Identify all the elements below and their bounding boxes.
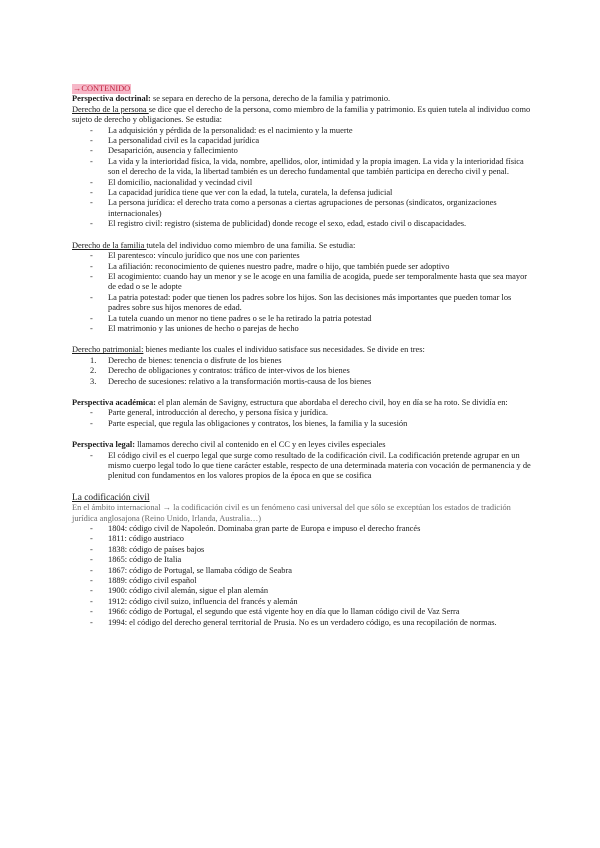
list-item: - 1889: código civil español [90, 576, 532, 586]
list-item: - 1804: código civil de Napoleón. Dominaba gran parte de Europa e impuso el derecho francés [90, 524, 532, 534]
list-item: - 1912: código civil suizo, influencia del francés y alemán [90, 597, 532, 607]
list-item: - El código civil es el cuerpo legal que surge como resultado de la codificación civil. La codificación pretende agrupar en un mismo cuerpo legal todo lo que tiene carácter estable, respecto de una determinada materia con vocación de permanencia y de plenitud con fundamentos en los valores propios de la época en que se cosifica [90, 451, 532, 482]
familia-list [72, 251, 532, 334]
legal-title: Perspectiva legal: [72, 440, 136, 450]
patrimonial-list [72, 356, 532, 387]
list-item: - La adquisición y pérdida de la personalidad: es el nacimiento y la muerte [90, 126, 532, 136]
doctrinal-paragraph [72, 94, 532, 104]
persona-list [72, 126, 532, 230]
academica-title: Perspectiva académica: [72, 397, 156, 407]
codificacion-intro: En el ámbito internacional → la codificación civil es un fenómeno casi universal del que sólo se exceptúan los estados de tradición jurídica anglosajona (Reino Unido, Irlanda, Australia…) [72, 503, 511, 523]
legal-paragraph [72, 440, 532, 450]
list-item: - 1811: código austriaco [90, 534, 532, 544]
academica-list [72, 408, 532, 429]
document-page [72, 84, 532, 628]
list-item: - 1865: código de Italia [90, 555, 532, 565]
list-item: - El parentesco: vínculo jurídico que nos une con parientes [90, 251, 532, 261]
list-item: - Desaparición, ausencia y fallecimiento [90, 146, 532, 156]
patrimonial-paragraph [72, 345, 532, 355]
familia-title: Derecho de la familia [72, 240, 147, 250]
list-item: - La capacidad jurídica tiene que ver con la edad, la tutela, curatela, la defensa judicial [90, 188, 532, 198]
list-item: - La patria potestad: poder que tienen los padres sobre los hijos. Son las decisiones más importantes que pueden tomar los padres sobre sus hijos menores de edad. [90, 293, 532, 314]
legal-list [72, 451, 532, 482]
list-item: - 1994: el código del derecho general territorial de Prusia. No es un verdadero código, es una recopilación de normas. [90, 618, 532, 628]
list-item: - Parte especial, que regula las obligaciones y contratos, los bienes, la familia y la sucesión [90, 419, 532, 429]
list-item: - El registro civil: registro (sistema de publicidad) donde recoge el sexo, edad, estado civil o discapacidades. [90, 219, 532, 229]
doctrinal-title: Perspectiva doctrinal: [72, 94, 151, 104]
codificacion-list [72, 524, 532, 628]
persona-paragraph [72, 105, 532, 126]
list-item: 1. Derecho de bienes: tenencia o disfrute de los bienes [90, 355, 282, 365]
list-item: - 1838: código de países bajos [90, 545, 532, 555]
list-item: 3. Derecho de sucesiones: relativo a la transformación mortis-causa de los bienes [90, 376, 372, 386]
academica-paragraph [72, 398, 532, 408]
legal-text: llamamos derecho civil al contenido en el CC y en leyes civiles especiales [135, 440, 386, 450]
list-item: - El acogimiento: cuando hay un menor y se le acoge en una familia de acogida, puede ser temporalmente hasta que sea mayor de edad o se le adopte [90, 272, 532, 293]
list-item: - 1966: código de Portugal, el segundo que está vigente hoy en día que lo llaman código civil de Vaz Serra [90, 607, 532, 617]
doctrinal-text: se separa en derecho de la persona, derecho de la familia y patrimonio. [150, 94, 391, 104]
list-item: - La personalidad civil es la capacidad jurídica [90, 136, 532, 146]
list-item: - La persona jurídica: el derecho trata como a personas a ciertas agrupaciones de personas (sindicatos, organizaciones internacionales) [90, 198, 532, 219]
patrimonial-text: bienes mediante los cuales el individuo satisface sus necesidades. Se divide en tres: [143, 345, 425, 355]
academica-text: el plan alemán de Savigny, estructura que abordaba el derecho civil, hoy en día se ha roto. Se dividía en: [155, 397, 508, 407]
familia-paragraph [72, 241, 532, 251]
list-item: - La tutela cuando un menor no tiene padres o se le ha retirado la patria potestad [90, 314, 532, 324]
persona-title: Derecho de la persona [72, 104, 149, 114]
list-item: - La afiliación: reconocimiento de quienes nuestro padre, madre o hijo, que también puede ser adoptivo [90, 262, 532, 272]
codificacion-title: La codificación civil [72, 492, 150, 503]
list-item: - El domicilio, nacionalidad y vecindad civil [90, 178, 532, 188]
list-item: - Parte general, introducción al derecho, y persona física y jurídica. [90, 408, 532, 418]
content-tag: →CONTENIDO [73, 84, 131, 93]
content-header [72, 84, 532, 94]
list-item: - 1900: código civil alemán, sigue el plan alemán [90, 586, 532, 596]
list-item: - 1867: código de Portugal, se llamaba código de Seabra [90, 566, 532, 576]
list-item: - La vida y la interioridad física, la vida, nombre, apellidos, olor, intimidad y la propia imagen. La vida y la interioridad física son el derecho de la vida, la libertad también es un derecho fundamental que también participa en derecho civil y penal. [90, 157, 532, 178]
persona-text: se dice que el derecho de la persona, como miembro de la familia y patrimonio. Es quien tutela al individuo como sujeto de derecho y obligaciones. Se estudia: [72, 104, 531, 125]
list-item: - El matrimonio y las uniones de hecho o parejas de hecho [90, 324, 532, 334]
familia-text: tutela del individuo como miembro de una familia. Se estudia: [146, 240, 356, 250]
list-item: 2. Derecho de obligaciones y contratos: tráfico de inter-vivos de los bienes [90, 366, 350, 376]
patrimonial-title: Derecho patrimonial: [72, 345, 144, 355]
